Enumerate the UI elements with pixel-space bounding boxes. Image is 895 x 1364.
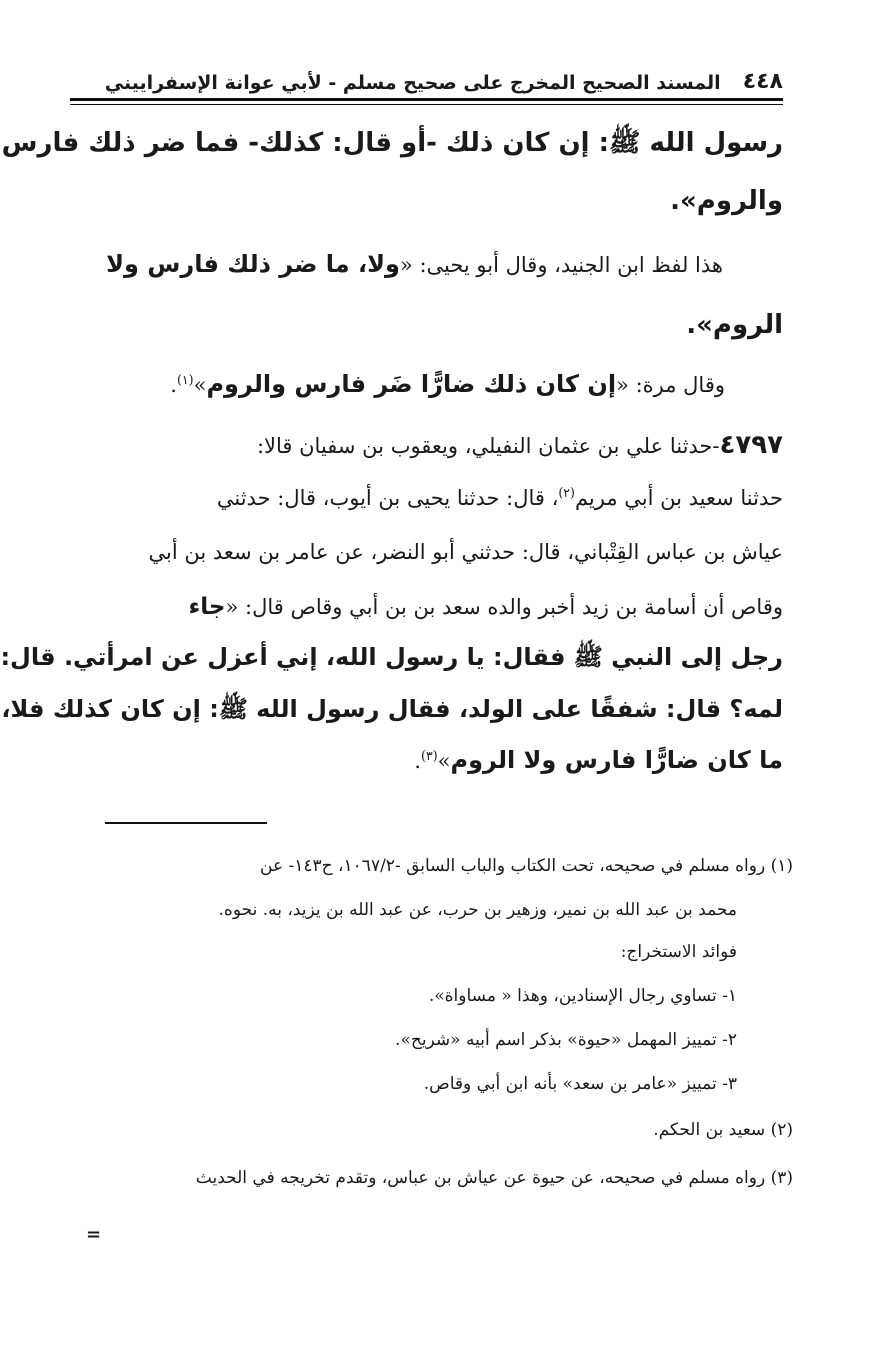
running-header: [70, 60, 783, 94]
line12-close-quote: »: [437, 749, 451, 773]
footnote-1-item-3: ٣- تمييز «عامر بن سعد» بأنه ابن أبي وقاص.: [423, 1074, 737, 1094]
footnote-3-line-1: (٣) رواه مسلم في صحيحه، عن حيوة عن عياش بن عباس، وتقدم تخريجه في الحديث: [195, 1168, 793, 1188]
text-line-3: [106, 250, 723, 278]
footnote-ref-3: (٣): [421, 748, 438, 763]
line3-regular: هذا لفظ ابن الجنيد، وقال أبو يحيى: «: [399, 253, 723, 277]
line6-text: -حدثنا علي بن عثمان النفيلي، ويعقوب بن سفيان قالا:: [256, 434, 720, 458]
line12-bold: ما كان ضارًّا فارس ولا الروم: [450, 746, 783, 774]
footnote-ref-2: (٢): [558, 485, 575, 500]
footnote-1-line-1: (١) رواه مسلم في صحيحه، تحت الكتاب والباب السابق -١٠٦٧/٢، ح١٤٣- عن: [260, 856, 793, 876]
line5-bold-quote: إن كان ذلك ضارًّا ضَر فارس والروم: [206, 370, 617, 398]
line5-end: .: [170, 373, 177, 397]
hadith-number: ٤٧٩٧: [719, 430, 783, 460]
text-line-6: [75, 430, 783, 460]
header-rule-thick: [70, 98, 783, 101]
text-line-12: [414, 746, 783, 774]
text-line-9: [189, 594, 783, 620]
line7-text-b: ، قال: حدثنا يحيى بن أيوب، قال: حدثني: [216, 486, 559, 510]
footnote-ref-1: (١): [176, 372, 194, 387]
line5-close-quote: »: [193, 373, 207, 397]
text-line-11: لمه؟ قال: شفقًا على الولد، فقال رسول الله ﷺ: إن كان كذلك فلا،: [1, 695, 783, 723]
line3-bold-quote: ولا، ما ضر ذلك فارس ولا: [106, 250, 400, 278]
text-line-7: [217, 486, 783, 510]
text-line-8: عياش بن عباس القِتْباني، قال: حدثني أبو النضر، عن عامر بن سعد بن أبي: [148, 540, 783, 564]
line7-text-a: حدثنا سعيد بن أبي مريم: [574, 486, 783, 510]
text-line-2: والروم».: [670, 186, 783, 216]
text-line-10: رجل إلى النبي ﷺ فقال: يا رسول الله، إني أعزل عن امرأتي. قال:: [0, 643, 783, 671]
footnote-separator: [105, 822, 267, 824]
text-line-4: الروم».: [686, 310, 783, 340]
running-title: المسند الصحيح المخرج على صحيح مسلم - لأبي عوانة الإسفراييني: [104, 72, 721, 94]
footnote-2: (٢) سعيد بن الحكم.: [653, 1120, 793, 1140]
continuation-mark: =: [86, 1224, 102, 1245]
footnote-1-item-1: ١- تساوي رجال الإسنادين، وهذا « مساواة».: [428, 986, 737, 1006]
text-line-5: [170, 370, 725, 398]
footnote-1-line-2: محمد بن عبد الله بن نمير، وزهير بن حرب، عن عبد الله بن يزيد، به. نحوه.: [218, 900, 737, 920]
footnote-1-item-2: ٢- تمييز المهمل «حيوة» بذكر اسم أبيه «شريح».: [395, 1030, 737, 1050]
header-rule-thin: [70, 104, 783, 105]
line12-end: .: [414, 749, 422, 773]
line9-bold: جاء: [188, 594, 226, 620]
footnote-1-benefits-heading: فوائد الاستخراج:: [620, 942, 737, 962]
page-number: ٤٤٨: [742, 69, 783, 94]
line9-text: وقاص أن أسامة بن زيد أخبر والده سعد بن بن أبي وقاص قال: «: [225, 595, 783, 619]
line5-regular: وقال مرة: «: [616, 373, 725, 397]
text-line-1: رسول الله ﷺ: إن كان ذلك -أو قال: كذلك- فما ضر ذلك فارس: [1, 128, 783, 158]
